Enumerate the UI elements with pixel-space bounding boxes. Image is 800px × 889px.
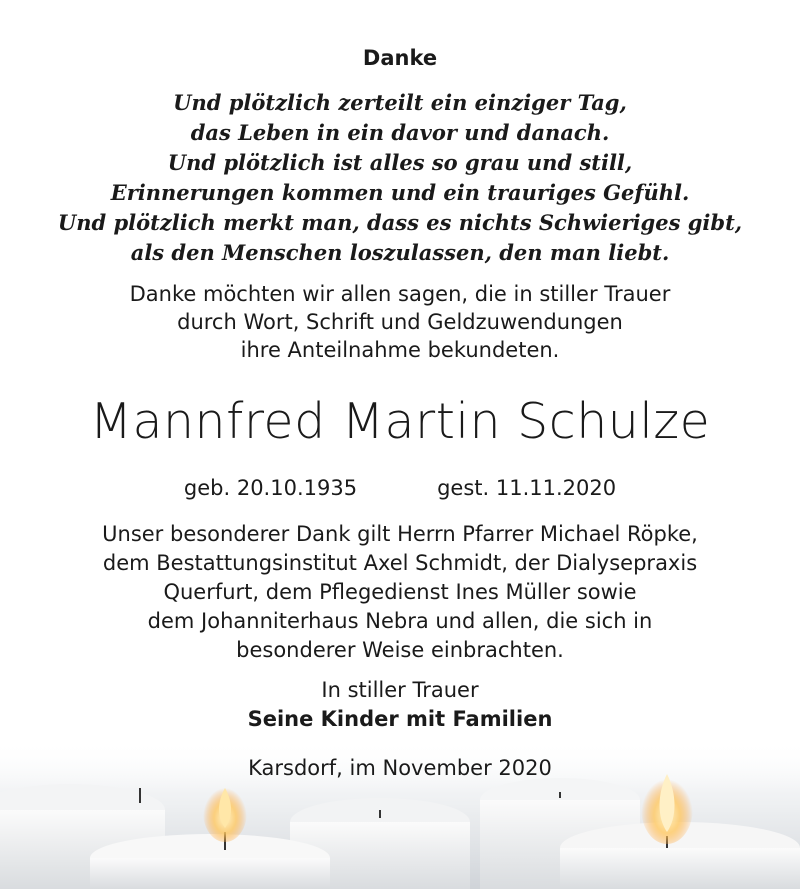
mourning-label: In stiller Trauer: [321, 678, 479, 702]
thanks-special: [0, 520, 800, 665]
thanks-general-line: Danke möchten wir allen sagen, die in stiller Trauer: [129, 282, 671, 306]
thanks-general: [0, 280, 800, 364]
life-dates: [0, 476, 800, 500]
poem-line: Erinnerungen kommen und ein trauriges Gefühl.: [110, 180, 690, 205]
flame-icon: [641, 772, 693, 844]
place-date: Karsdorf, im November 2020: [248, 756, 552, 780]
thanks-special-line: dem Johanniterhaus Nebra und allen, die sich in: [147, 609, 653, 633]
family-signature: Seine Kinder mit Familien: [247, 707, 553, 731]
poem-line: Und plötzlich zerteilt ein einziger Tag,: [173, 90, 627, 115]
thanks-special-line: Querfurt, dem Pflegedienst Ines Müller sowie: [163, 580, 637, 604]
poem-line: als den Menschen loszulassen, den man liebt.: [130, 240, 670, 265]
poem-line: Und plötzlich ist alles so grau und still,: [167, 150, 633, 175]
heading: Danke: [362, 46, 438, 70]
thanks-special-line: Unser besonderer Dank gilt Herrn Pfarrer Michael Röpke,: [102, 522, 698, 546]
thanks-special-line: dem Bestattungsinstitut Axel Schmidt, der Dialysepraxis: [102, 551, 698, 575]
poem: [0, 88, 800, 268]
deceased-name: Mannfred Martin Schulze: [89, 393, 711, 450]
thanks-general-line: ihre Anteilnahme bekundeten.: [240, 338, 560, 362]
birth-date: geb. 20.10.1935: [183, 476, 358, 500]
poem-line: das Leben in ein davor und danach.: [190, 120, 610, 145]
thanks-special-line: besonderer Weise einbrachten.: [236, 638, 564, 662]
poem-line: Und plötzlich merkt man, dass es nichts Schwieriges gibt,: [57, 210, 743, 235]
death-date: gest. 11.11.2020: [437, 476, 617, 500]
thanks-general-line: durch Wort, Schrift und Geldzuwendungen: [177, 310, 623, 334]
flame-icon: [203, 782, 247, 842]
